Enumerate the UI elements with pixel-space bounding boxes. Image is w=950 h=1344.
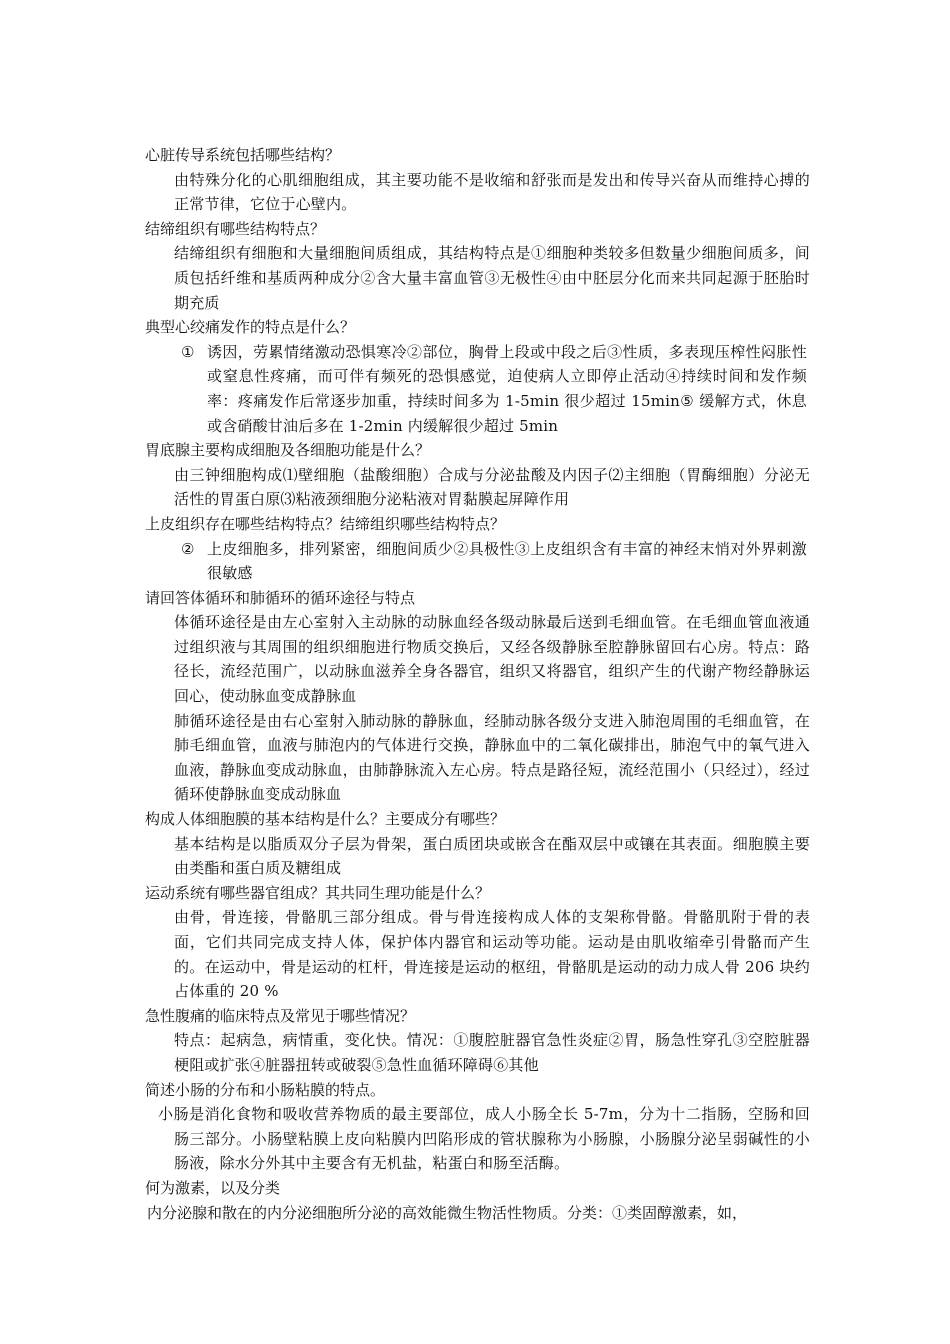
list-number-marker: ① xyxy=(181,342,195,361)
answer-paragraph: 小肠是消化食物和吸收营养物质的最主要部位，成人小肠全长 5-7m，分为十二指肠，空肠和回肠三部分。小肠壁粘膜上皮向粘膜内凹陷形成的管状腺称为小肠腺，小肠腺分泌呈弱碱性的小肠液，除水分外其中主要含有无机盐，粘蛋白和肠至活酶。 xyxy=(158,1105,810,1173)
answer-paragraph: 上皮细胞多，排列紧密，细胞间质少②具极性③上皮组织含有丰富的神经末悄对外界刺激很敏感 xyxy=(207,539,807,583)
question-heading: 上皮组织存在哪些结构特点？结缔组织哪些结构特点？ xyxy=(145,514,506,533)
answer-paragraph: 诱因，劳累情绪激动恐惧寒冷②部位，胸骨上段或中段之后③性质，多表现压榨性闷胀性或窒息性疼痛，而可伴有频死的恐惧感觉，迫使病人立即停止活动④持续时间和发作频率：疼痛发作后常逐步加重，持续时间多为 1-5min 很少超过 15min⑤ 缓解方式，休息或含硝酸甘油后多在 1-2min 内缓解很少超过 5min xyxy=(207,342,807,435)
answer-paragraph: 肺循环途径是由右心室射入肺动脉的静脉血，经肺动脉各级分支进入肺泡周围的毛细血管，在肺毛细血管，血液与肺泡内的气体进行交换，静脉血中的二氧化碳排出，肺泡气中的氧气进入血液，静脉血变成动脉血，由肺静脉流入左心房。特点是路径短，流经范围小（只经过），经过循环使静脉血变成动脉血 xyxy=(174,711,810,804)
answer-paragraph: 由三钟细胞构成⑴壁细胞（盐酸细胞）合成与分泌盐酸及内因子⑵主细胞（胃酶细胞）分泌无活性的胃蛋白原⑶粘液颈细胞分泌粘液对胃黏膜起屏障作用 xyxy=(174,465,810,509)
answer-paragraph: 内分泌腺和散在的内分泌细胞所分泌的高效能微生物活性物质。分类：①类固醇激素，如， xyxy=(147,1203,748,1222)
answer-paragraph: 体循环途径是由左心室射入主动脉的动脉血经各级动脉最后送到毛细血管。在毛细血管血液通过组织液与其周围的组织细胞进行物质交换后，又经各级静脉至腔静脉留回右心房。特点：路径长，流经范围广，以动脉血滋养全身各器官，组织又将器官，组织产生的代谢产物经静脉运回心，使动脉血变成静脉血 xyxy=(174,613,810,706)
question-heading: 简述小肠的分布和小肠粘膜的特点。 xyxy=(145,1080,386,1099)
question-heading: 何为激素，以及分类 xyxy=(145,1178,281,1197)
answer-paragraph: 特点：起病急，病情重，变化快。情况：①腹腔脏器官急性炎症②胃，肠急性穿孔③空腔脏器梗阻或扩张④脏器扭转或破裂⑤急性血循环障碍⑥其他 xyxy=(174,1031,810,1074)
question-heading: 运动系统有哪些器官组成？其共同生理功能是什么？ xyxy=(145,883,491,902)
question-heading: 请回答体循环和肺循环的循环途径与特点 xyxy=(145,588,416,607)
answer-paragraph: 基本结构是以脂质双分子层为骨架，蛋白质团块或嵌含在酯双层中或镶在其表面。细胞膜主要由类酯和蛋白质及糖组成 xyxy=(174,834,810,878)
question-heading: 胃底腺主要构成细胞及各细胞功能是什么？ xyxy=(145,441,431,460)
list-number-marker: ② xyxy=(181,539,195,558)
answer-paragraph: 结缔组织有细胞和大量细胞间质组成，其结构特点是①细胞种类较多但数量少细胞间质多，间质包括纤维和基质两种成分②含大量丰富血管③无极性④由中胚层分化而来共同起源于胚胎时期充质 xyxy=(174,244,810,312)
answer-paragraph: 由骨，骨连接，骨骼肌三部分组成。骨与骨连接构成人体的支架称骨骼。骨骼肌附于骨的表面，它们共同完成支持人体，保护体内器官和运动等功能。运动是由肌收缩牵引骨骼而产生的。在运动中，骨是运动的杠杆，骨连接是运动的枢纽，骨骼肌是运动的动力成人骨 206 块约占体重的 20 % xyxy=(174,908,810,1001)
question-heading: 构成人体细胞膜的基本结构是什么？主要成分有哪些？ xyxy=(145,810,506,829)
numbered-answer xyxy=(181,340,807,438)
document-body xyxy=(0,143,950,1225)
question-heading: 心脏传导系统包括哪些结构？ xyxy=(145,146,341,164)
question-heading: 典型心绞痛发作的特点是什么？ xyxy=(145,318,356,337)
answer-paragraph: 由特殊分化的心肌细胞组成，其主要功能不是收缩和舒张而是发出和传导兴奋从而维持心搏的正常节律，它位于心壁内。 xyxy=(174,170,810,214)
question-heading: 结缔组织有哪些结构特点？ xyxy=(145,219,326,238)
numbered-answer xyxy=(181,537,807,586)
question-heading: 急性腹痛的临床特点及常见于哪些情况？ xyxy=(145,1006,416,1025)
